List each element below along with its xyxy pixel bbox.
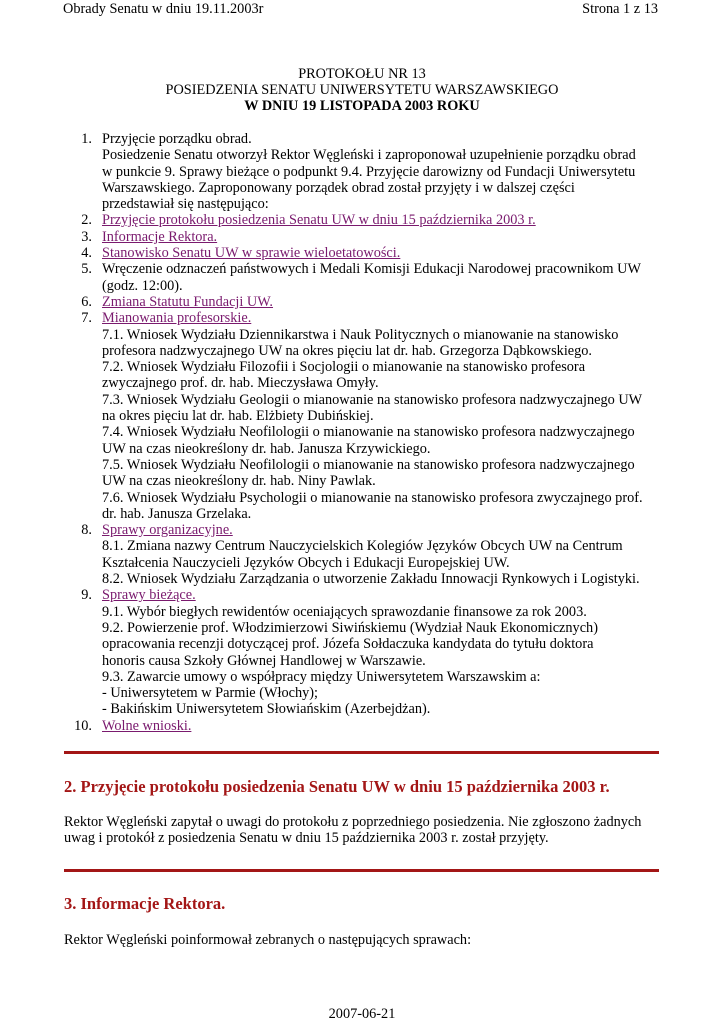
agenda-item-text: honoris causa Szkoły Głównej Handlowej w Warszawie. <box>102 652 426 669</box>
agenda-item-text: 7.4. Wniosek Wydziału Neofilologii o mianowanie na stanowisko profesora nadzwyczajnego <box>102 424 635 441</box>
section-protocol-body <box>64 814 664 847</box>
agenda-item-text: przedstawiał się następująco: <box>102 196 269 213</box>
agenda-item-number: 8. <box>81 522 92 539</box>
agenda-item-text: UW na czas nieokreślony dr. hab. Janusza Krzywickiego. <box>102 440 431 457</box>
agenda-item-link[interactable]: Mianowania profesorskie. <box>102 310 252 327</box>
section-heading-rector-info: 3. Informacje Rektora. <box>64 894 226 913</box>
agenda-item-text: - Uniwersytetem w Parmie (Włochy); <box>102 685 318 702</box>
title-line-2: POSIEDZENIA SENATU UNIWERSYTETU WARSZAWSKIEGO <box>165 82 559 98</box>
agenda-item-number: 4. <box>81 245 92 262</box>
agenda-item <box>64 310 660 522</box>
title-line-1: PROTOKOŁU NR 13 <box>298 66 426 82</box>
document-title <box>0 66 724 114</box>
title-line-3: W DNIU 19 LISTOPADA 2003 ROKU <box>244 98 480 114</box>
agenda-item-link[interactable]: Zmiana Statutu Fundacji UW. <box>102 293 274 310</box>
agenda-item-number: 2. <box>81 212 92 229</box>
agenda-item-link[interactable]: Stanowisko Senatu UW w sprawie wieloetatowości. <box>102 245 401 262</box>
agenda-item <box>64 522 660 587</box>
agenda-item-text: na okres pięciu lat dr. hab. Elżbiety Dubińskiej. <box>102 408 374 425</box>
agenda-item-number: 7. <box>81 310 92 327</box>
agenda-item-text: 9.2. Powierzenie prof. Włodzimierzowi Siwińskiemu (Wydział Nauk Ekonomicznych) <box>102 619 598 636</box>
agenda-item-text: 7.6. Wniosek Wydziału Psychologii o mianowanie na stanowisko profesora zwyczajnego prof. <box>102 489 643 506</box>
agenda-item-text: zwyczajnego prof. dr. hab. Mieczysława Omyły. <box>102 375 379 392</box>
section-divider <box>64 869 659 872</box>
agenda-item <box>64 587 660 717</box>
agenda-item-link[interactable]: Sprawy bieżące. <box>102 587 196 604</box>
section-rector-info-body: Rektor Węgleński poinformował zebranych o następujących sprawach: <box>64 932 472 948</box>
running-header-title: Obrady Senatu w dniu 19.11.2003r <box>63 1 264 17</box>
agenda-item-text: Wręczenie odznaczeń państwowych i Medali Komisji Edukacji Narodowej pracownikom UW <box>102 261 641 278</box>
agenda-item <box>64 212 660 228</box>
agenda-item-text: Kształcenia Nauczycieli Języków Obcych i Edukacji Europejskiej UW. <box>102 554 510 571</box>
agenda-item <box>64 229 660 245</box>
agenda-item-text: - Bakińskim Uniwersytetem Słowiańskim (Azerbejdżan). <box>102 701 431 718</box>
agenda-item-text: Posiedzenie Senatu otworzył Rektor Węgleński i zaproponował uzupełnienie porządku obrad <box>102 147 636 164</box>
agenda-item-number: 6. <box>81 293 92 310</box>
agenda-item-text: 8.1. Zmiana nazwy Centrum Nauczycielskich Kolegiów Języków Obcych UW na Centrum <box>102 538 623 555</box>
agenda-item-text: 7.5. Wniosek Wydziału Neofilologii o mianowanie na stanowisko profesora nadzwyczajnego <box>102 456 635 473</box>
agenda-item-text: 9.1. Wybór biegłych rewidentów oceniających sprawozdanie finansowe za rok 2003. <box>102 603 587 620</box>
paragraph-line: uwag i protokół z posiedzenia Senatu w dniu 15 października 2003 r. został przyjęty. <box>64 830 549 847</box>
agenda-list <box>64 131 660 734</box>
agenda-item-text: w punkcie 9. Sprawy bieżące o podpunkt 9.4. Przyjęcie darowizny od Fundacji Uniwersytetu <box>102 163 636 180</box>
agenda-item-text: Warszawskiego. Zaproponowany porządek obrad został przyjęty i w dalszej części <box>102 179 575 196</box>
agenda-item-text: 8.2. Wniosek Wydziału Zarządzania o utworzenie Zakładu Innowacji Rynkowych i Logistyki. <box>102 571 640 588</box>
agenda-item <box>64 261 660 294</box>
agenda-item-text: Przyjęcie porządku obrad. <box>102 131 252 147</box>
agenda-item <box>64 131 660 212</box>
footer-date: 2007-06-21 <box>328 1006 396 1022</box>
agenda-item-link[interactable]: Sprawy organizacyjne. <box>102 522 233 539</box>
agenda-item-number: 3. <box>81 228 92 245</box>
agenda-item <box>64 245 660 261</box>
section-heading-protocol: 2. Przyjęcie protokołu posiedzenia Senatu UW w dniu 15 października 2003 r. <box>64 777 610 796</box>
agenda-item-text: 7.1. Wniosek Wydziału Dziennikarstwa i Nauk Politycznych o mianowanie na stanowisko <box>102 326 619 343</box>
section-divider <box>64 751 659 754</box>
agenda-item-text: 7.3. Wniosek Wydziału Geologii o mianowanie na stanowisko profesora nadzwyczajnego UW <box>102 391 643 408</box>
agenda-item-number: 10. <box>74 717 92 734</box>
agenda-item-text: dr. hab. Janusza Grzelaka. <box>102 505 252 522</box>
agenda-item-link[interactable]: Wolne wnioski. <box>102 717 192 734</box>
agenda-item-text: 7.2. Wniosek Wydziału Filozofii i Socjologii o mianowanie na stanowisko profesora <box>102 359 586 376</box>
page-number: Strona 1 z 13 <box>582 1 658 17</box>
paragraph-line: Rektor Węgleński zapytał o uwagi do protokołu z poprzedniego posiedzenia. Nie zgłoszono żadnych <box>64 814 642 830</box>
agenda-item <box>64 294 660 310</box>
agenda-item <box>64 718 660 734</box>
agenda-item-link[interactable]: Przyjęcie protokołu posiedzenia Senatu UW w dniu 15 października 2003 r. <box>102 212 536 229</box>
agenda-item-number: 9. <box>81 587 92 604</box>
agenda-item-text: UW na czas nieokreślony dr. hab. Niny Pawlak. <box>102 473 376 490</box>
agenda-item-number: 1. <box>81 131 92 147</box>
agenda-item-text: 9.3. Zawarcie umowy o współpracy między Uniwersytetem Warszawskim a: <box>102 668 541 685</box>
agenda-item-link[interactable]: Informacje Rektora. <box>102 228 218 245</box>
agenda-item-number: 5. <box>81 261 92 278</box>
agenda-item-text: (godz. 12:00). <box>102 277 183 294</box>
agenda-item-text: profesora nadzwyczajnego UW na okres pięciu lat dr. hab. Grzegorza Dąbkowskiego. <box>102 342 593 359</box>
agenda-item-text: opracowania recenzji dotyczącej prof. Józefa Sołdaczuka kandydata do tytułu doktora <box>102 636 594 653</box>
